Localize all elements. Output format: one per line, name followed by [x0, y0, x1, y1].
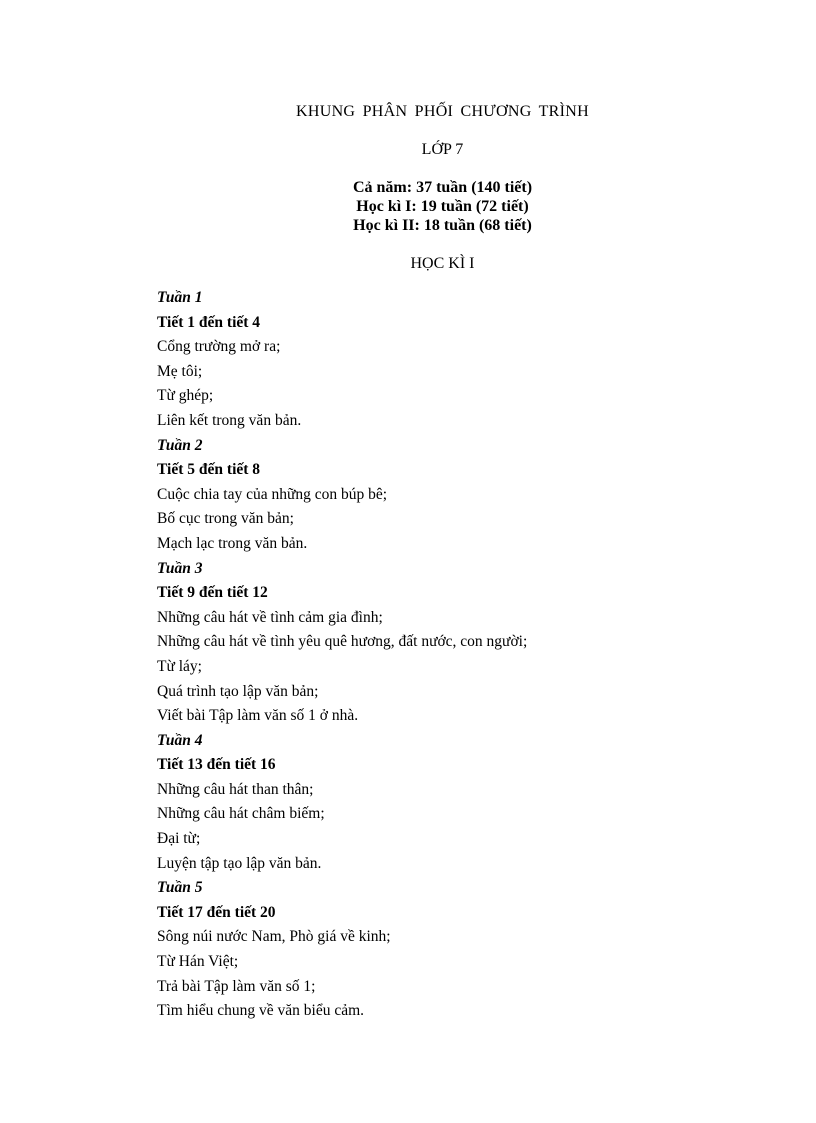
time-summary	[150, 178, 735, 235]
semester-heading: HỌC KÌ I	[410, 255, 475, 272]
week-list	[157, 286, 757, 1024]
week-heading: Tuần 3	[157, 559, 203, 577]
week-section	[157, 286, 757, 434]
week-heading: Tuần 2	[157, 436, 203, 454]
lesson-item: Tìm hiểu chung về văn biểu cảm.	[157, 1002, 365, 1020]
document-title: KHUNG PHÂN PHỐI CHƯƠNG TRÌNH	[296, 103, 589, 120]
lesson-item: Những câu hát về tình cảm gia đình;	[157, 608, 383, 626]
week-section	[157, 876, 757, 1024]
lesson-item: Mẹ tôi;	[157, 362, 203, 380]
period-range: Tiết 1 đến tiết 4	[157, 313, 261, 331]
period-range: Tiết 13 đến tiết 16	[157, 756, 276, 774]
lesson-item: Từ ghép;	[157, 387, 214, 405]
week-section	[157, 434, 757, 557]
period-range: Tiết 5 đến tiết 8	[157, 461, 261, 479]
lesson-item: Đại từ;	[157, 830, 201, 848]
lesson-item: Liên kết trong văn bản.	[157, 411, 302, 429]
lesson-item: Cuộc chia tay của những con búp bê;	[157, 485, 388, 503]
lesson-item: Những câu hát châm biếm;	[157, 805, 325, 823]
week-heading: Tuần 5	[157, 879, 203, 897]
period-range: Tiết 17 đến tiết 20	[157, 903, 276, 921]
week-section	[157, 729, 757, 877]
lesson-item: Cổng trường mở ra;	[157, 338, 281, 356]
lesson-item: Từ láy;	[157, 657, 202, 675]
grade-heading: LỚP 7	[421, 141, 464, 158]
lesson-item: Từ Hán Việt;	[157, 953, 239, 971]
lesson-item: Viết bài Tập làm văn số 1 ở nhà.	[157, 707, 359, 725]
week-heading: Tuần 4	[157, 731, 203, 749]
lesson-item: Luyện tập tạo lập văn bản.	[157, 854, 322, 872]
period-range: Tiết 9 đến tiết 12	[157, 584, 268, 602]
lesson-item: Bố cục trong văn bản;	[157, 510, 294, 528]
lesson-item: Quá trình tạo lập văn bản;	[157, 682, 319, 700]
lesson-item: Những câu hát về tình yêu quê hương, đất nước, con người;	[157, 633, 528, 651]
summary-semester-2: Học kì II: 18 tuần (68 tiết)	[353, 217, 532, 234]
lesson-item: Trả bài Tập làm văn số 1;	[157, 977, 316, 995]
week-section	[157, 557, 757, 729]
summary-semester-1: Học kì I: 19 tuần (72 tiết)	[356, 198, 529, 215]
week-heading: Tuần 1	[157, 289, 203, 306]
lesson-item: Sông núi nước Nam, Phò giá về kinh;	[157, 928, 391, 946]
summary-year: Cả năm: 37 tuần (140 tiết)	[352, 179, 533, 196]
lesson-item: Những câu hát than thân;	[157, 780, 314, 798]
lesson-item: Mạch lạc trong văn bản.	[157, 534, 308, 552]
